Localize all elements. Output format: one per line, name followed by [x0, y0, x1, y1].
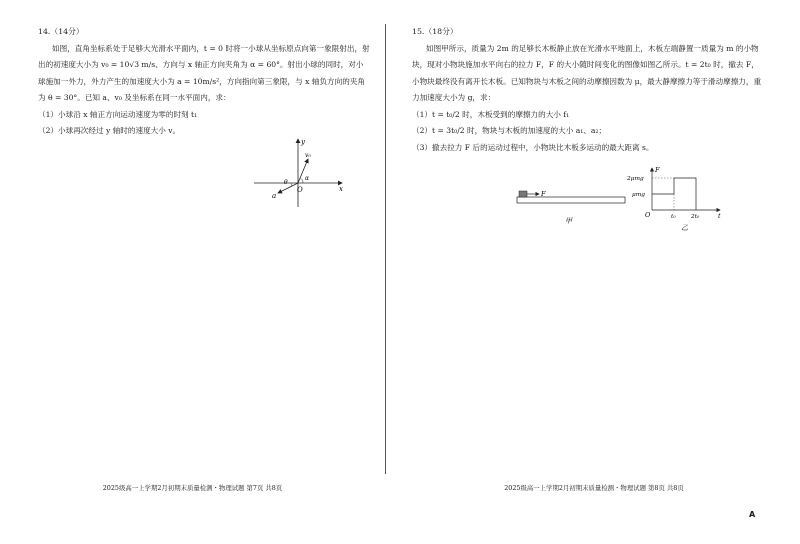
question-2: （2）小球再次经过 y 轴时的速度大小 v。	[38, 126, 181, 135]
question-1: （1）t = t₀/2 时，木板受到的摩擦力的大小 f₁	[412, 109, 570, 119]
alpha-label: α	[305, 175, 310, 182]
footer: 2025级高一上学期2月初期末质量检测・物理试题 第7页 共8页	[102, 484, 283, 492]
footer: 2025级高一上学期2月初期末质量检测・物理试题 第8页 共8页	[504, 484, 684, 492]
problem-text: 如图甲所示，质量为 2m 的足够长木板静止放在光滑水平地面上，木板左端静置一质量为 m 的小物块，现对小物块施加水平向右的拉力 F，F 的大小随时间变化的图像如图乙所示。t = 2t₀ 时，撤去 F，小物块最终没有离开长木板。已知物块与木板之间的动摩擦因数为 μ，最大静摩擦力等于滑动摩擦力，重力加速度大小为 g，求：	[412, 43, 762, 102]
ytick-low: μmg	[632, 192, 645, 198]
theta-label: θ	[284, 179, 288, 186]
t-axis-label: t	[718, 212, 721, 220]
question-2: （2）t = 3t₀/2 时，物块与木板的加速度的大小 a₁、a₂；	[412, 126, 607, 135]
right-page	[388, 0, 800, 544]
f-axis-label: F	[655, 166, 660, 174]
problem-number: 14.（14分）	[38, 27, 84, 36]
coordinate-figure	[250, 135, 360, 210]
xtick-2t0: 2t₀	[691, 214, 700, 220]
board	[517, 197, 625, 203]
question-1: （1）小球沿 x 轴正方向运动速度为零的时刻 t₁	[38, 109, 198, 119]
left-page	[0, 0, 385, 544]
block	[519, 191, 527, 197]
x-label: x	[339, 185, 343, 193]
caption-jia: 甲	[565, 217, 572, 225]
y-label: y	[301, 138, 305, 146]
ytick-high: 2μmg	[627, 176, 644, 182]
origin-label: O	[297, 186, 303, 194]
problem-14	[38, 24, 370, 140]
figure-jia	[513, 183, 633, 231]
problem-text: 如图，直角坐标系处于足够大光滑水平面内，t = 0 时将一小球从坐标原点向第一象限射出，射出的初速度大小为 v₀ = 10√3 m/s、方向与 x 轴正方向夹角为 α = 60°。射出小球的同时，对小球施加一外力，外力产生的加速度大小为 a = 10m/s²，方向指向第三象限，与 x 轴负方向的夹角为 θ = 30°。已知 a、v₀ 及坐标系在同一水平面内，求：	[38, 43, 370, 102]
a-label: a	[272, 192, 277, 200]
v0-label: v₀	[305, 152, 311, 159]
page-divider	[385, 24, 386, 474]
force-label: F	[541, 190, 546, 198]
problem-number: 15.（18分）	[412, 27, 458, 36]
page-mark: A	[749, 510, 756, 519]
xtick-t0: t₀	[671, 214, 676, 220]
question-3: （3）撤去拉力 F 后的运动过程中，小物块比木板多运动的最大距离 s。	[412, 142, 654, 152]
caption-yi: 乙	[681, 224, 688, 232]
figure-yi	[626, 164, 726, 234]
a-vector	[278, 183, 298, 193]
problem-15	[412, 24, 764, 156]
origin-label: O	[645, 211, 651, 219]
